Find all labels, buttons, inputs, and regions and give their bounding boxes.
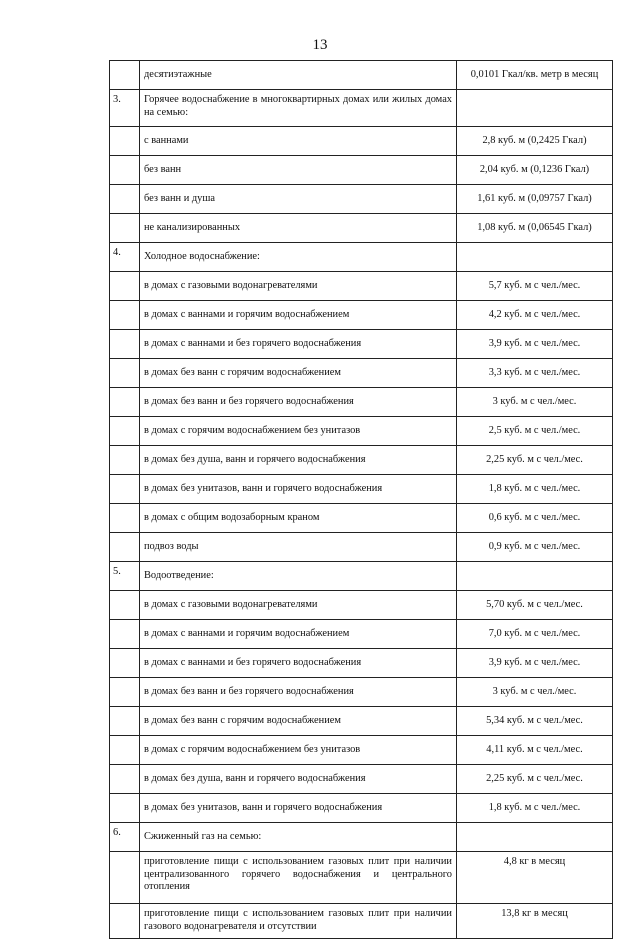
row-number: [110, 214, 140, 243]
row-value: [457, 562, 613, 591]
row-name: приготовление пищи с использованием газовых плит при наличии газового водонагревателя и отсутствии: [140, 904, 457, 939]
row-name: подвоз воды: [140, 533, 457, 562]
table-row: [110, 359, 613, 388]
table-row: [110, 61, 613, 90]
row-value: 2,25 куб. м с чел./мес.: [457, 446, 613, 475]
row-number: [110, 620, 140, 649]
row-number: [110, 707, 140, 736]
table-row: [110, 156, 613, 185]
section-row: [110, 562, 613, 591]
row-name: Сжиженный газ на семью:: [140, 823, 457, 852]
table-row: [110, 185, 613, 214]
table-row: [110, 707, 613, 736]
row-number: [110, 591, 140, 620]
row-number: [110, 504, 140, 533]
row-value: 3,9 куб. м с чел./мес.: [457, 649, 613, 678]
table-row: [110, 620, 613, 649]
row-name: в домах с ваннами и горячим водоснабжением: [140, 620, 457, 649]
table-row: [110, 591, 613, 620]
row-name: Водоотведение:: [140, 562, 457, 591]
row-value: 5,34 куб. м с чел./мес.: [457, 707, 613, 736]
table-row: [110, 475, 613, 504]
row-name: в домах без ванн и без горячего водоснабжения: [140, 388, 457, 417]
row-value: 1,8 куб. м с чел./мес.: [457, 475, 613, 504]
row-value: [457, 823, 613, 852]
row-name: в домах без ванн с горячим водоснабжением: [140, 359, 457, 388]
row-value: 3,9 куб. м с чел./мес.: [457, 330, 613, 359]
row-number: [110, 904, 140, 939]
row-name: в домах без душа, ванн и горячего водоснабжения: [140, 446, 457, 475]
table-row: [110, 330, 613, 359]
table-row: [110, 272, 613, 301]
row-name: десятиэтажные: [140, 61, 457, 90]
row-number: [110, 330, 140, 359]
row-value: 1,08 куб. м (0,06545 Гкал): [457, 214, 613, 243]
row-value: 1,61 куб. м (0,09757 Гкал): [457, 185, 613, 214]
row-name: не канализированных: [140, 214, 457, 243]
section-row: [110, 823, 613, 852]
row-value: 4,8 кг в месяц: [457, 852, 613, 904]
row-name: в домах с газовыми водонагревателями: [140, 591, 457, 620]
row-value: 5,7 куб. м с чел./мес.: [457, 272, 613, 301]
row-number: [110, 61, 140, 90]
row-name: в домах с ваннами и горячим водоснабжением: [140, 301, 457, 330]
row-number: [110, 678, 140, 707]
row-number: [110, 736, 140, 765]
row-number: [110, 794, 140, 823]
table-row: [110, 301, 613, 330]
row-name: с ваннами: [140, 127, 457, 156]
row-number: [110, 301, 140, 330]
row-number: [110, 649, 140, 678]
row-value: 4,2 куб. м с чел./мес.: [457, 301, 613, 330]
table-row: [110, 127, 613, 156]
table-row: [110, 446, 613, 475]
row-number: [110, 272, 140, 301]
row-name: в домах без ванн и без горячего водоснабжения: [140, 678, 457, 707]
row-value: 5,70 куб. м с чел./мес.: [457, 591, 613, 620]
row-value: 4,11 куб. м с чел./мес.: [457, 736, 613, 765]
row-number: [110, 446, 140, 475]
row-number: 6.: [110, 823, 140, 852]
row-value: 0,9 куб. м с чел./мес.: [457, 533, 613, 562]
row-value: 1,8 куб. м с чел./мес.: [457, 794, 613, 823]
row-name: в домах без душа, ванн и горячего водоснабжения: [140, 765, 457, 794]
row-value: 3 куб. м с чел./мес.: [457, 388, 613, 417]
row-number: [110, 156, 140, 185]
row-number: [110, 765, 140, 794]
table-row: [110, 794, 613, 823]
row-value: 2,8 куб. м (0,2425 Гкал): [457, 127, 613, 156]
row-value: 2,25 куб. м с чел./мес.: [457, 765, 613, 794]
row-name: в домах с ваннами и без горячего водоснабжения: [140, 649, 457, 678]
row-name: Горячее водоснабжение в многоквартирных домах или жилых домах на семью:: [140, 90, 457, 127]
row-value: 7,0 куб. м с чел./мес.: [457, 620, 613, 649]
row-value: 2,5 куб. м с чел./мес.: [457, 417, 613, 446]
row-number: [110, 127, 140, 156]
table-row: [110, 214, 613, 243]
table-row: [110, 649, 613, 678]
row-name: в домах без унитазов, ванн и горячего водоснабжения: [140, 475, 457, 504]
row-name: приготовление пищи с использованием газовых плит при наличии централизованного горячего водоснабжения и центрального отопления: [140, 852, 457, 904]
row-name: в домах без ванн с горячим водоснабжением: [140, 707, 457, 736]
row-number: [110, 185, 140, 214]
table-row: [110, 852, 613, 904]
row-number: [110, 852, 140, 904]
row-number: [110, 417, 140, 446]
row-value: [457, 90, 613, 127]
row-value: 2,04 куб. м (0,1236 Гкал): [457, 156, 613, 185]
row-number: [110, 388, 140, 417]
row-value: 0,0101 Гкал/кв. метр в месяц: [457, 61, 613, 90]
row-value: 0,6 куб. м с чел./мес.: [457, 504, 613, 533]
page-number: 13: [312, 37, 328, 53]
row-name: в домах с газовыми водонагревателями: [140, 272, 457, 301]
row-name: без ванн и душа: [140, 185, 457, 214]
table-row: [110, 765, 613, 794]
row-name: в домах с горячим водоснабжением без унитазов: [140, 417, 457, 446]
table-row: [110, 736, 613, 765]
row-value: 3,3 куб. м с чел./мес.: [457, 359, 613, 388]
norms-table: [109, 60, 613, 939]
table-row: [110, 504, 613, 533]
row-number: 4.: [110, 243, 140, 272]
row-name: в домах с горячим водоснабжением без унитазов: [140, 736, 457, 765]
section-row: [110, 243, 613, 272]
row-name: Холодное водоснабжение:: [140, 243, 457, 272]
row-value: 13,8 кг в месяц: [457, 904, 613, 939]
row-number: [110, 475, 140, 504]
row-name: в домах с общим водозаборным краном: [140, 504, 457, 533]
row-number: 5.: [110, 562, 140, 591]
row-value: [457, 243, 613, 272]
row-number: 3.: [110, 90, 140, 127]
row-name: в домах без унитазов, ванн и горячего водоснабжения: [140, 794, 457, 823]
table-row: [110, 678, 613, 707]
table-row: [110, 417, 613, 446]
row-number: [110, 533, 140, 562]
table-row: [110, 904, 613, 939]
row-value: 3 куб. м с чел./мес.: [457, 678, 613, 707]
row-number: [110, 359, 140, 388]
table-row: [110, 533, 613, 562]
table-row: [110, 388, 613, 417]
row-name: в домах с ваннами и без горячего водоснабжения: [140, 330, 457, 359]
section-row: [110, 90, 613, 127]
row-name: без ванн: [140, 156, 457, 185]
